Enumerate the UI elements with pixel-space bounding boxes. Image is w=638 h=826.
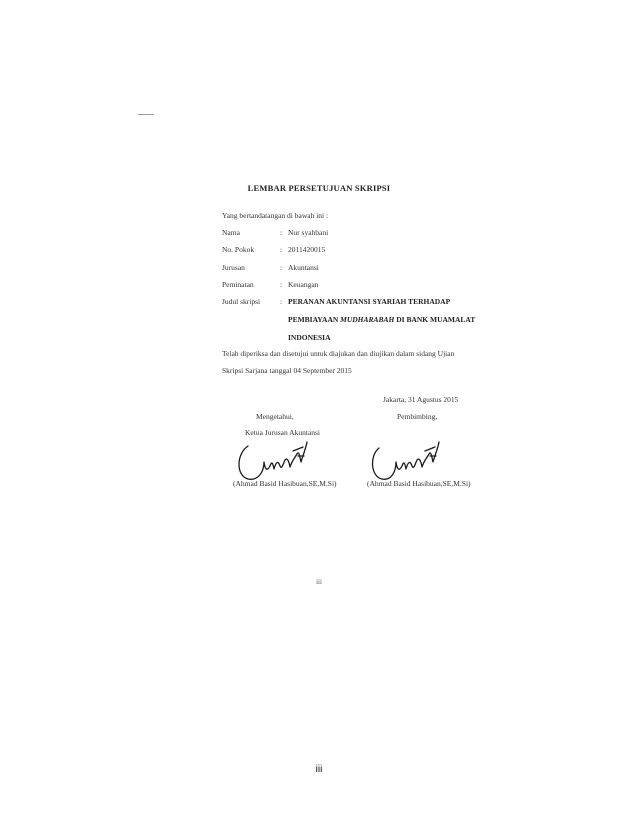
field-separator: : [280,280,283,289]
field-label: No. Pokok [222,245,255,254]
field-row-no-pokok [222,245,325,254]
approval-text-line-1: Telah diperiksa dan disetujui untuk diajukan dan diujikan dalam sidang Ujian [222,349,455,358]
judul-line-3: INDONESIA [288,333,331,342]
judul-line-2 [288,315,475,324]
judul-line-2-italic: MUDHARABAH [340,315,395,324]
left-signatory-name: (Ahmad Basid Hasibuan,SE,M.Si) [233,479,337,488]
left-signatory-heading: Mengetahui, [256,412,294,421]
left-signatory-role: Ketua Jurusan Akuntansi [245,428,320,437]
field-row-nama [222,228,328,237]
field-value: Nur syahbani [288,228,329,237]
field-label: Jurusan [222,263,245,272]
document-title: LEMBAR PERSETUJUAN SKRIPSI [247,183,391,193]
field-value: Keuangan [288,280,319,289]
field-row-peminatan [222,280,318,289]
judul-line-2-suffix: DI BANK MUAMALAT [394,315,476,324]
intro-text: Yang bertandatangan di bawah ini : [222,211,329,220]
field-separator: : [280,297,283,306]
field-label: Judul skripsi [222,297,261,306]
judul-line-2-prefix: PEMBIAYAAN [288,315,341,324]
scan-artifact-mark [138,114,154,115]
approval-text-line-2: Skripsi Sarjana tanggal 04 September 2015 [222,366,352,375]
field-label: Peminatan [222,280,254,289]
right-signatory-heading: Pembimbing, [397,412,438,421]
field-value: Akuntansi [288,263,319,272]
field-separator: : [280,263,283,272]
judul-line-1: PERANAN AKUNTANSI SYARIAH TERHADAP [288,297,451,306]
page-number: iii [315,764,323,775]
field-separator: : [280,228,283,237]
inner-page-number: iii [316,578,322,586]
field-row-judul [222,297,288,306]
place-date: Jakarta, 31 Agustus 2015 [383,395,459,404]
field-label: Nama [222,228,240,237]
field-row-jurusan [222,263,319,272]
right-signatory-name: (Ahmad Basid Hasibuan,SE,M.Si) [367,479,471,488]
field-separator: : [280,245,283,254]
field-value: 2011420015 [288,245,326,254]
